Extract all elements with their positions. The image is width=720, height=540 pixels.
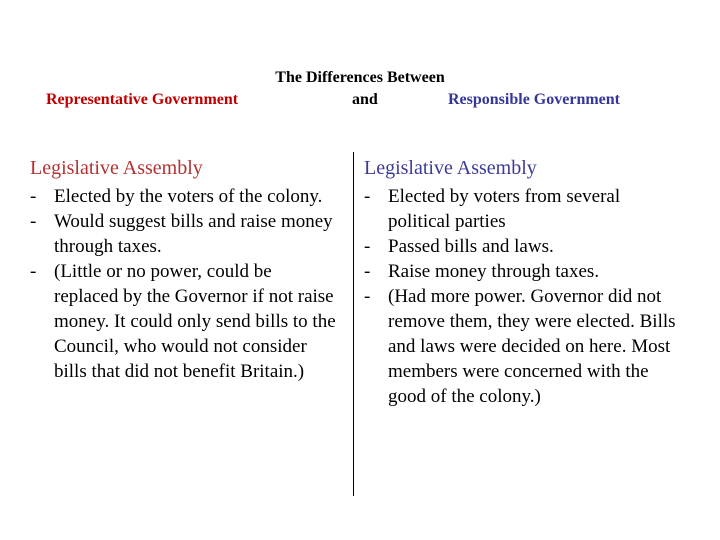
title-line-primary: The Differences Between bbox=[275, 69, 445, 86]
column-representative-government bbox=[30, 155, 340, 384]
bullet-dash-marker: - bbox=[30, 261, 37, 282]
bullet-item bbox=[364, 284, 682, 409]
bullet-dash-marker: - bbox=[30, 211, 37, 232]
title-term-responsible-government: Responsible Government bbox=[448, 91, 620, 108]
title-term-representative-government: Representative Government bbox=[46, 91, 239, 108]
bullet-text: Passed bills and laws. bbox=[388, 236, 554, 257]
bullet-item bbox=[364, 184, 682, 234]
bullet-text: Would suggest bills and raise money through taxes. bbox=[54, 211, 333, 257]
column-heading-right: Legislative Assembly bbox=[364, 157, 537, 179]
slide-title-block bbox=[0, 68, 720, 115]
bullet-item bbox=[30, 209, 340, 259]
title-line-secondary bbox=[0, 91, 720, 115]
bullet-dash-marker: - bbox=[30, 186, 37, 207]
bullet-dash-marker: - bbox=[364, 261, 371, 282]
bullet-dash-marker: - bbox=[364, 236, 371, 257]
column-responsible-government bbox=[364, 155, 682, 409]
title-conjunction: and bbox=[352, 91, 378, 108]
column-heading-left: Legislative Assembly bbox=[30, 157, 203, 179]
bullet-item bbox=[364, 259, 682, 284]
bullet-text: Elected by voters from several political parties bbox=[388, 186, 621, 232]
bullet-list-left bbox=[30, 184, 340, 384]
column-divider bbox=[353, 152, 354, 496]
bullet-item bbox=[30, 184, 340, 209]
bullet-list-right bbox=[364, 184, 682, 409]
bullet-item bbox=[30, 259, 340, 384]
bullet-text: (Little or no power, could be replaced by the Governor if not raise money. It could only send bills to the Council, who would not consider bills that did not benefit Britain.) bbox=[54, 261, 336, 382]
bullet-text: Elected by the voters of the colony. bbox=[54, 186, 323, 207]
bullet-text: Raise money through taxes. bbox=[388, 261, 600, 282]
bullet-text: (Had more power. Governor did not remove them, they were elected. Bills and laws were decided on here. Most members were concerned with the good of the colony.) bbox=[388, 286, 676, 407]
bullet-dash-marker: - bbox=[364, 186, 371, 207]
bullet-item bbox=[364, 234, 682, 259]
bullet-dash-marker: - bbox=[364, 286, 371, 307]
